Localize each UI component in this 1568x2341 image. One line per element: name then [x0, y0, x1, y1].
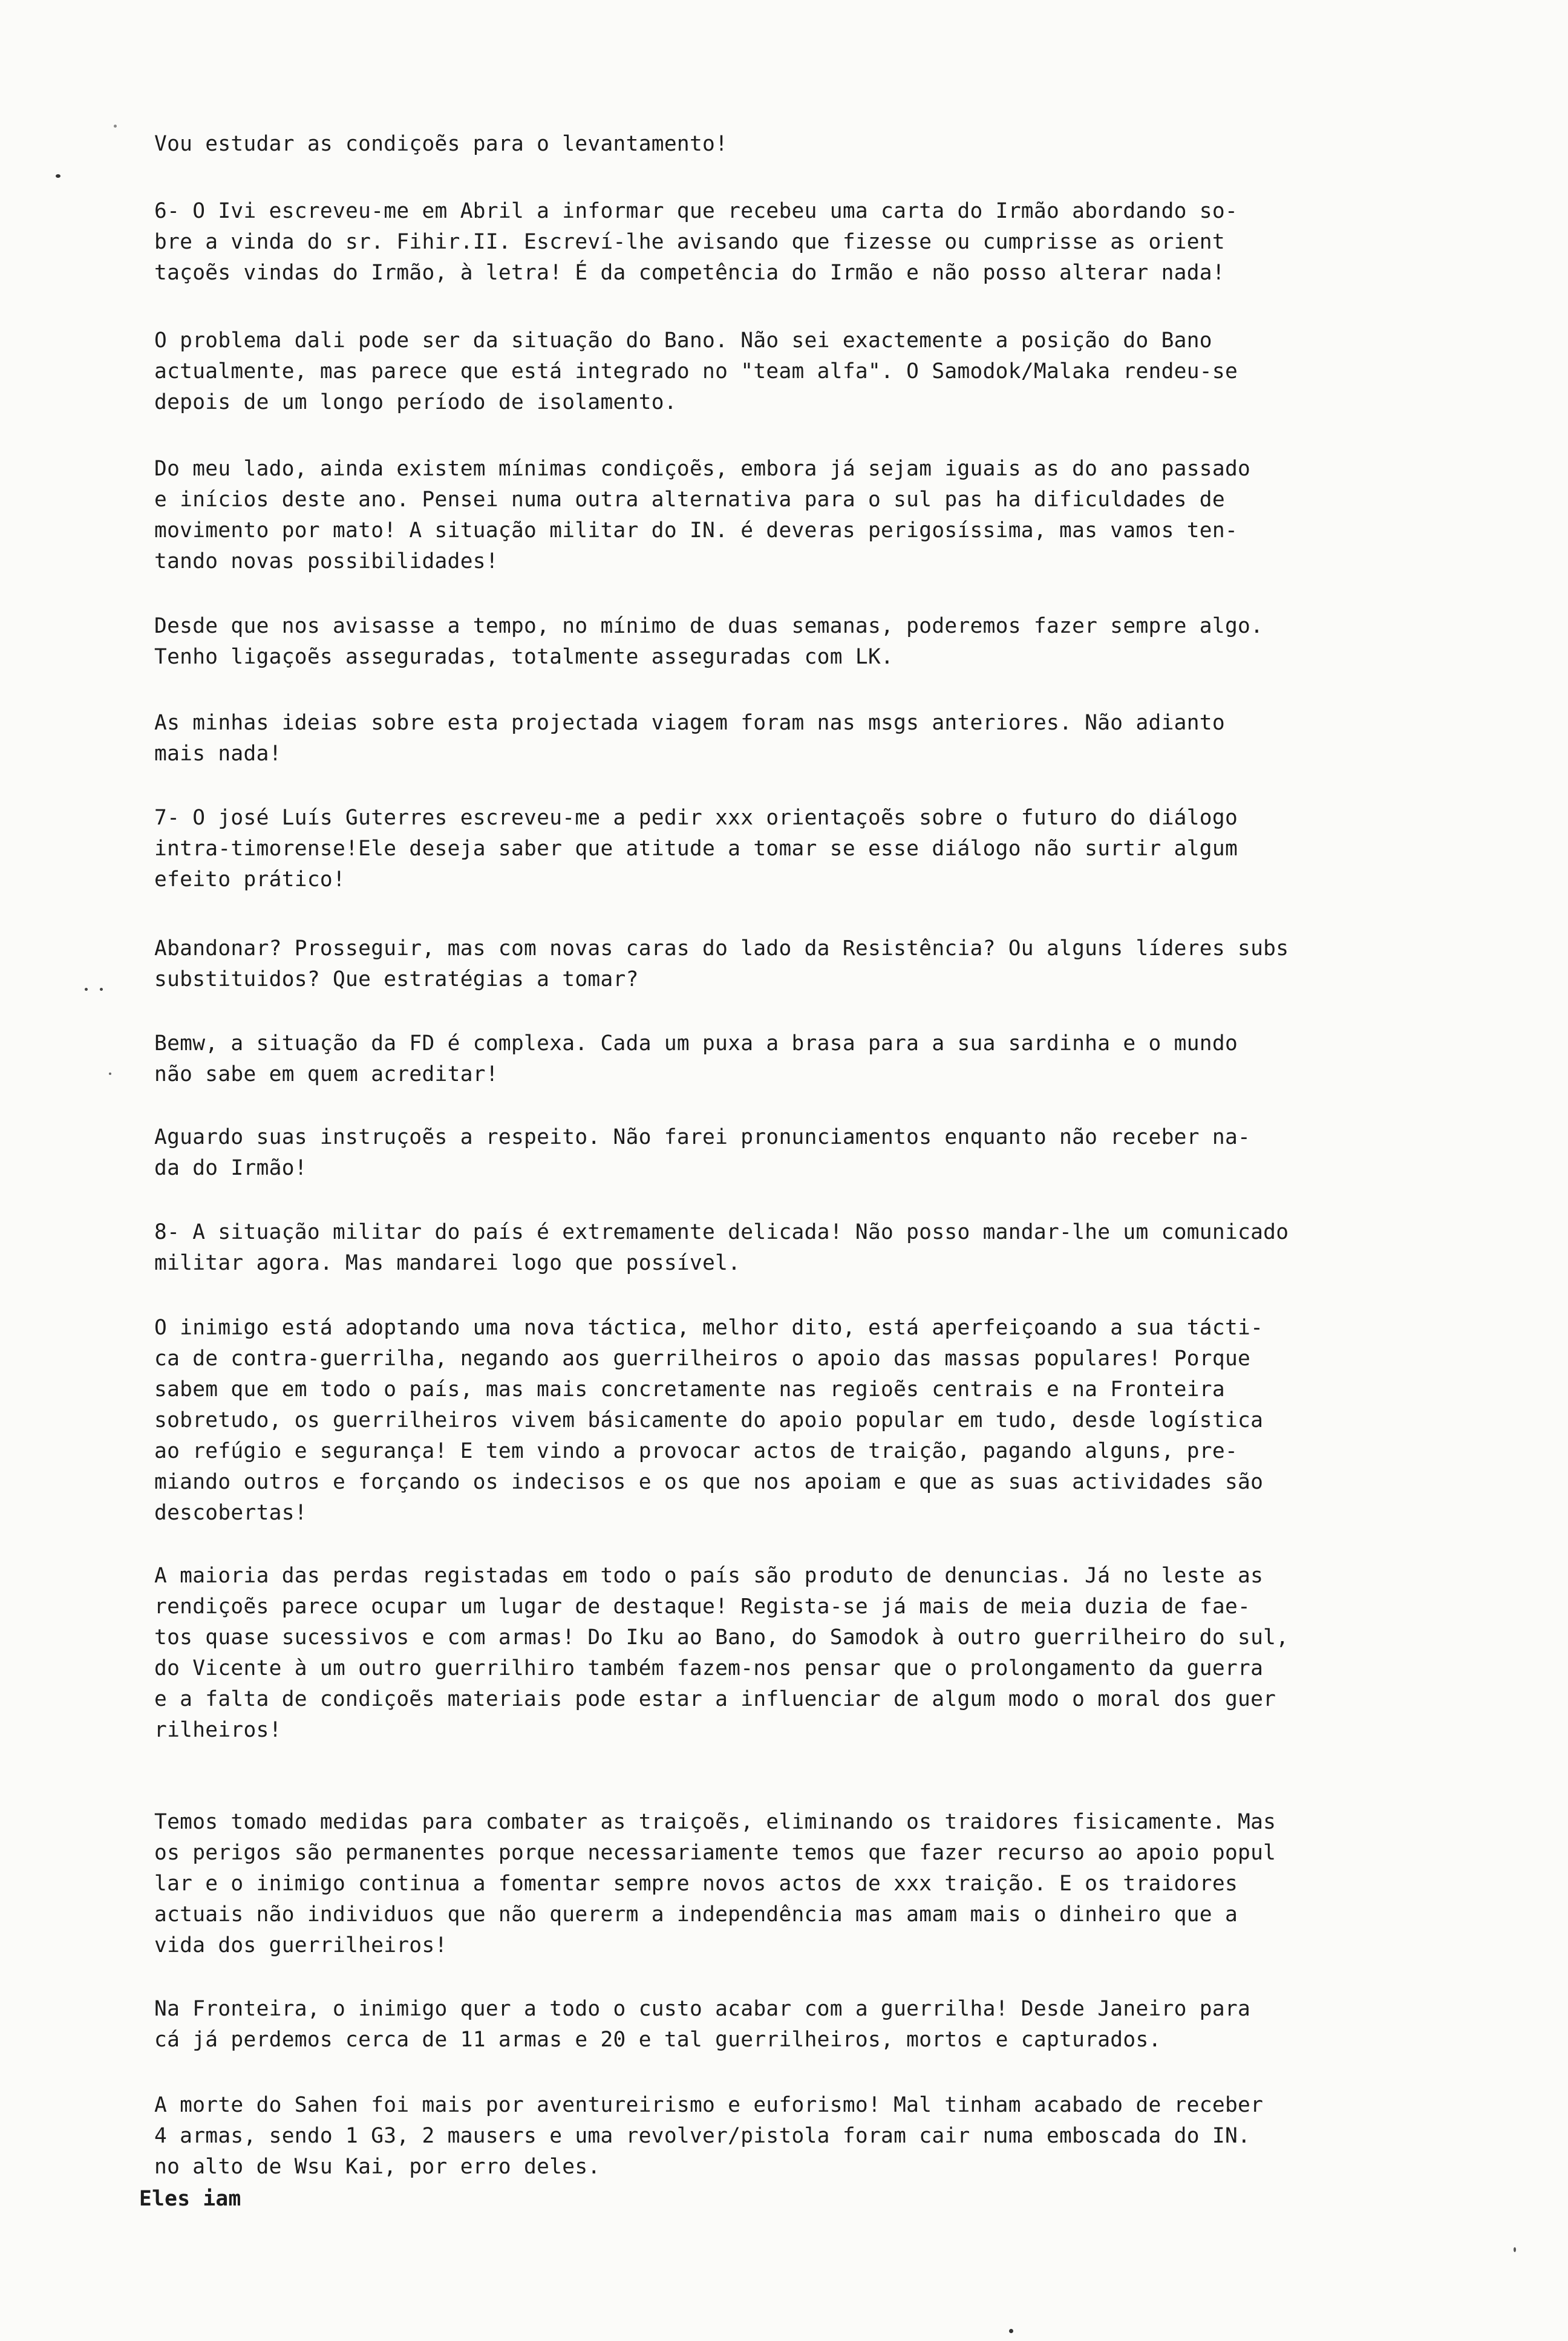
- text-line: Bemw, a situação da FD é complexa. Cada um puxa a brasa para a sua sardinha e o mundo: [154, 1031, 1238, 1056]
- text-line: 8- A situação militar do país é extremamente delicada! Não posso mandar-lhe um comunicado: [154, 1220, 1289, 1244]
- text-line: O inimigo está adoptando uma nova táctica, melhor dito, está aperfeiçoando a sua tácti-: [154, 1316, 1264, 1340]
- paragraph-study-conditions: [154, 129, 1521, 160]
- paragraph-sahen-death: [154, 2090, 1521, 2183]
- paragraph-closing-fragment: [139, 2184, 1506, 2215]
- text-line: sobretudo, os guerrilheiros vivem básicamente do apoio popular em tudo, desde logística: [154, 1408, 1264, 1432]
- text-line: 4 armas, sendo 1 G3, 2 mausers e uma revolver/pistola foram cair numa emboscada do IN.: [154, 2124, 1251, 2148]
- text-line: O problema dali pode ser da situação do Bano. Não sei exactemente a posição do Bano: [154, 328, 1212, 353]
- text-line: rilheiros!: [154, 1718, 282, 1742]
- text-line: Na Fronteira, o inimigo quer a todo o custo acabar com a guerrilha! Desde Janeiro para: [154, 1997, 1251, 2021]
- paragraph-trip-ideas: [154, 708, 1521, 769]
- text-line: mais nada!: [154, 742, 282, 766]
- text-line: descobertas!: [154, 1501, 307, 1525]
- text-line: Temos tomado medidas para combater as traiçoẽs, eliminando os traidores fisicamente. Mas: [154, 1810, 1276, 1834]
- paragraph-item-7-guterres: [154, 803, 1521, 895]
- text-line: rendiçoẽs parece ocupar um lugar de destaque! Regista-se já mais de meia duzia de fae-: [154, 1595, 1251, 1619]
- text-line: Abandonar? Prosseguir, mas com novas caras do lado da Resistência? Ou alguns líderes subs: [154, 936, 1289, 961]
- text-line: 6- O Ivi escreveu-me em Abril a informar que recebeu uma carta do Irmão abordando so-: [154, 199, 1238, 223]
- text-line: depois de um longo período de isolamento.: [154, 390, 677, 414]
- text-line: do Vicente à um outro guerrilhiro também fazem-nos pensar que o prolongamento da guerra: [154, 1656, 1264, 1680]
- text-line: 7- O josé Luís Guterres escreveu-me a pedir xxx orientaçoẽs sobre o futuro do diálogo: [154, 806, 1238, 830]
- scan-speck: [56, 174, 60, 178]
- text-line: actuais não individuos que não quererm a independência mas amam mais o dinheiro que a: [154, 1902, 1238, 1927]
- paragraph-abandon-question: [154, 933, 1521, 995]
- text-line: sabem que em todo o país, mas mais concretamente nas regioẽs centrais e na Fronteira: [154, 1377, 1225, 1402]
- paragraph-enemy-tactics: [154, 1313, 1521, 1529]
- scan-speck: [1009, 2329, 1013, 2333]
- paragraph-losses: [154, 1561, 1521, 1746]
- text-line: e inícios deste ano. Pensei numa outra alternativa para o sul pas ha dificuldades de: [154, 488, 1225, 512]
- paragraph-fd-situation: [154, 1028, 1521, 1090]
- scan-speck: [85, 988, 88, 991]
- text-line: da do Irmão!: [154, 1156, 307, 1180]
- text-line: actualmente, mas parece que está integrado no "team alfa". O Samodok/Malaka rendeu-se: [154, 359, 1238, 384]
- paragraph-item-6-ivi: [154, 196, 1521, 289]
- paragraph-measures-traitors: [154, 1807, 1521, 1961]
- text-line: substituidos? Que estratégias a tomar?: [154, 967, 639, 991]
- text-line: intra-timorense!Ele deseja saber que atitude a tomar se esse diálogo não surtir algum: [154, 837, 1238, 861]
- text-line: bre a vinda do sr. Fihir.II. Escreví-lhe avisando que fizesse ou cumprisse as orient: [154, 230, 1225, 254]
- scan-speck: [109, 1073, 111, 1075]
- scan-speck: [114, 125, 117, 128]
- paragraph-my-side: [154, 454, 1521, 577]
- text-line: taçoẽs vindas do Irmão, à letra! É da competência do Irmão e não posso alterar nada!: [154, 261, 1225, 285]
- text-line: tando novas possibilidades!: [154, 549, 498, 573]
- text-line: efeito prático!: [154, 867, 346, 892]
- text-line: movimento por mato! A situação militar do IN. é deveras perigosíssima, mas vamos ten-: [154, 518, 1238, 543]
- text-line: militar agora. Mas mandarei logo que possível.: [154, 1251, 741, 1275]
- paragraph-bano-situation: [154, 325, 1521, 418]
- paragraph-fronteira: [154, 1994, 1521, 2055]
- text-line: ca de contra-guerrilha, negando aos guerrilheiros o apoio das massas populares! Porque: [154, 1347, 1251, 1371]
- text-line: os perigos são permanentes porque necessariamente temos que fazer recurso ao apoio popul: [154, 1841, 1276, 1865]
- paragraph-awaiting-instructions: [154, 1122, 1521, 1184]
- text-line: Desde que nos avisasse a tempo, no mínimo de duas semanas, poderemos fazer sempre algo.: [154, 614, 1264, 638]
- text-line: Tenho ligaçoẽs asseguradas, totalmente asseguradas com LK.: [154, 645, 894, 669]
- scan-speck: [1514, 2247, 1516, 2252]
- text-line: ao refúgio e segurança! E tem vindo a provocar actos de traição, pagando alguns, pre-: [154, 1439, 1238, 1463]
- text-line: Aguardo suas instruçoẽs a respeito. Não farei pronunciamentos enquanto não receber na-: [154, 1125, 1251, 1149]
- paragraph-advance-notice: [154, 611, 1521, 673]
- text-line: A morte do Sahen foi mais por aventureirismo e euforismo! Mal tinham acabado de receber: [154, 2093, 1264, 2117]
- paragraph-item-8-military: [154, 1217, 1521, 1279]
- text-line: cá já perdemos cerca de 11 armas e 20 e tal guerrilheiros, mortos e capturados.: [154, 2028, 1161, 2052]
- scan-speck: [100, 988, 103, 991]
- text-line: no alto de Wsu Kai, por erro deles.: [154, 2155, 601, 2179]
- text-line: Eles iam: [139, 2187, 241, 2211]
- text-line: e a falta de condiçoẽs materiais pode estar a influenciar de algum modo o moral dos guer: [154, 1687, 1276, 1711]
- text-line: lar e o inimigo continua a fomentar sempre novos actos de xxx traição. E os traidores: [154, 1872, 1238, 1896]
- text-line: Do meu lado, ainda existem mínimas condiçoẽs, embora já sejam iguais as do ano passado: [154, 457, 1251, 481]
- text-line: miando outros e forçando os indecisos e os que nos apoiam e que as suas actividades são: [154, 1470, 1264, 1494]
- text-line: tos quase sucessivos e com armas! Do Iku ao Bano, do Samodok à outro guerrilheiro do sul,: [154, 1625, 1289, 1650]
- text-line: não sabe em quem acreditar!: [154, 1062, 498, 1086]
- text-line: As minhas ideias sobre esta projectada viagem foram nas msgs anteriores. Não adianto: [154, 711, 1225, 735]
- text-line: Vou estudar as condiçoẽs para o levantamento!: [154, 132, 728, 156]
- text-line: A maioria das perdas registadas em todo o país são produto de denuncias. Já no leste as: [154, 1564, 1264, 1588]
- text-line: vida dos guerrilheiros!: [154, 1933, 448, 1957]
